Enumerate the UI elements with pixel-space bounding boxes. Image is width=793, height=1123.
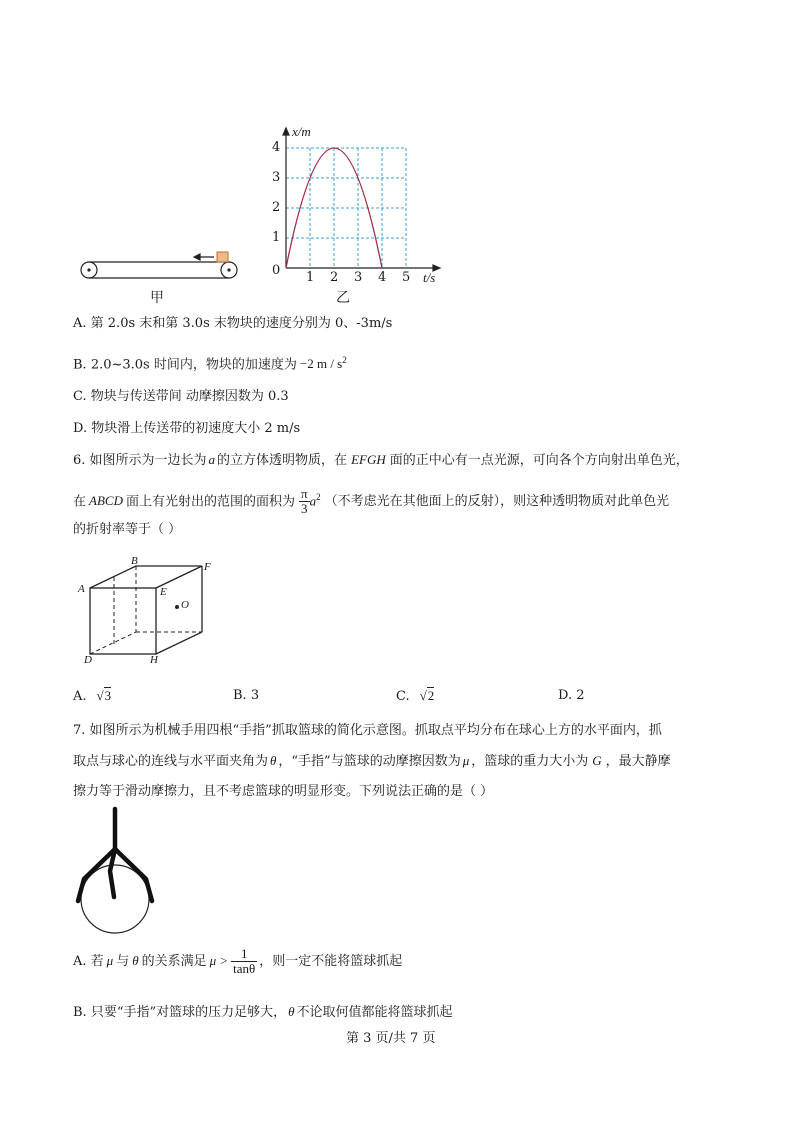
graph-y-tick-1: 1 xyxy=(272,230,281,245)
cube-label-o: O xyxy=(181,599,189,611)
q7-stem-line2: 取点与球心的连线与水平面夹角为 θ ，“手指”与篮球的动摩擦因数为 μ ，篮球的重力大小为 G ，最大静摩 xyxy=(73,753,671,769)
figure-jia-caption: 甲 xyxy=(150,290,164,306)
graph-x-tick-4: 4 xyxy=(378,270,387,285)
graph-x-tick-3: 3 xyxy=(354,270,363,285)
xt-graph xyxy=(268,126,448,286)
gripper-figure xyxy=(70,805,160,935)
q6-stem-line1: 6. 如图所示为一边长为 a 的立方体透明物质，在 EFGH 面的正中心有一点光源，可向各个方向射出单色光， xyxy=(73,452,689,468)
graph-y-label: x/m xyxy=(292,124,311,139)
graph-x-tick-2: 2 xyxy=(330,270,339,285)
figure-yi-caption: 乙 xyxy=(336,290,350,306)
cube-label-a: A xyxy=(78,583,85,595)
q5-option-a: A. 第 2.0s 末和第 3.0s 末物块的速度分别为 0、-3m/s xyxy=(73,316,393,331)
q5-option-d: D. 物块滑上传送带的初速度大小 2 m/s xyxy=(73,421,301,436)
q6-option-d: D. 2 xyxy=(558,688,585,703)
q6-stem-line3: 的折射率等于（ ） xyxy=(73,522,182,537)
cube-figure xyxy=(74,555,224,670)
graph-y-tick-3: 3 xyxy=(272,170,281,185)
q6-option-a: A. √3 xyxy=(73,688,112,704)
block xyxy=(217,252,228,262)
q5-option-c: C. 物块与传送带间 动摩擦因数为 0.3 xyxy=(73,389,289,404)
q7-option-a: A. 若 μ 与 θ 的关系满足 μ > $\frac{1}{\tan\theta}$ ，则一定不能将篮球抓起 xyxy=(73,946,403,976)
graph-y-tick-4: 4 xyxy=(272,140,281,155)
cube-label-h: H xyxy=(150,654,158,666)
cube-label-e: E xyxy=(160,586,167,598)
q7-stem-line3: 擦力等于滑动摩擦力，且不考虑篮球的明显形变。下列说法正确的是（ ） xyxy=(73,784,494,799)
graph-y-tick-2: 2 xyxy=(272,200,281,215)
conveyor-belt xyxy=(81,262,237,278)
graph-grid xyxy=(286,148,406,268)
q7-stem-line1: 7. 如图所示为机械手用四根“手指”抓取篮球的简化示意图。抓取点平均分布在球心上方的水平面内，抓 xyxy=(73,723,662,738)
q6-option-c: C. √2 xyxy=(396,688,435,704)
graph-axes xyxy=(283,128,440,271)
area-fraction: $\frac{\pi}{3}$ xyxy=(300,486,308,517)
page-number: 第 3 页/共 7 页 xyxy=(346,1031,436,1046)
mechanical-fingers xyxy=(78,809,152,901)
cube-label-f: F xyxy=(204,561,211,573)
graph-origin-label: 0 xyxy=(272,263,281,278)
q7-option-b: B. 只要“手指”对篮球的压力足够大， θ 不论取何值都能将篮球抓起 xyxy=(73,1004,453,1020)
q6-stem-line2: 在 ABCD 面上有光射出的范围的面积为 $\frac{\pi}{3}$ $a^2$ （不考虑光在其他面上的反射），则这种透明物质对此单色光 xyxy=(73,486,670,517)
light-source-point xyxy=(175,605,179,609)
cube-label-d: D xyxy=(84,654,92,666)
graph-x-tick-5: 5 xyxy=(402,270,411,285)
tan-fraction: $\frac{1}{\tan\theta}$ xyxy=(233,946,256,976)
q5-option-b: B. 2.0~3.0s 时间内，物块的加速度为 −2 m / $s^2$ xyxy=(73,355,347,373)
left-arrow-icon xyxy=(194,254,214,260)
cube-label-b: B xyxy=(131,555,138,567)
q6-option-b: B. 3 xyxy=(233,688,260,703)
graph-x-tick-1: 1 xyxy=(306,270,315,285)
graph-x-label: t/s xyxy=(423,270,436,285)
